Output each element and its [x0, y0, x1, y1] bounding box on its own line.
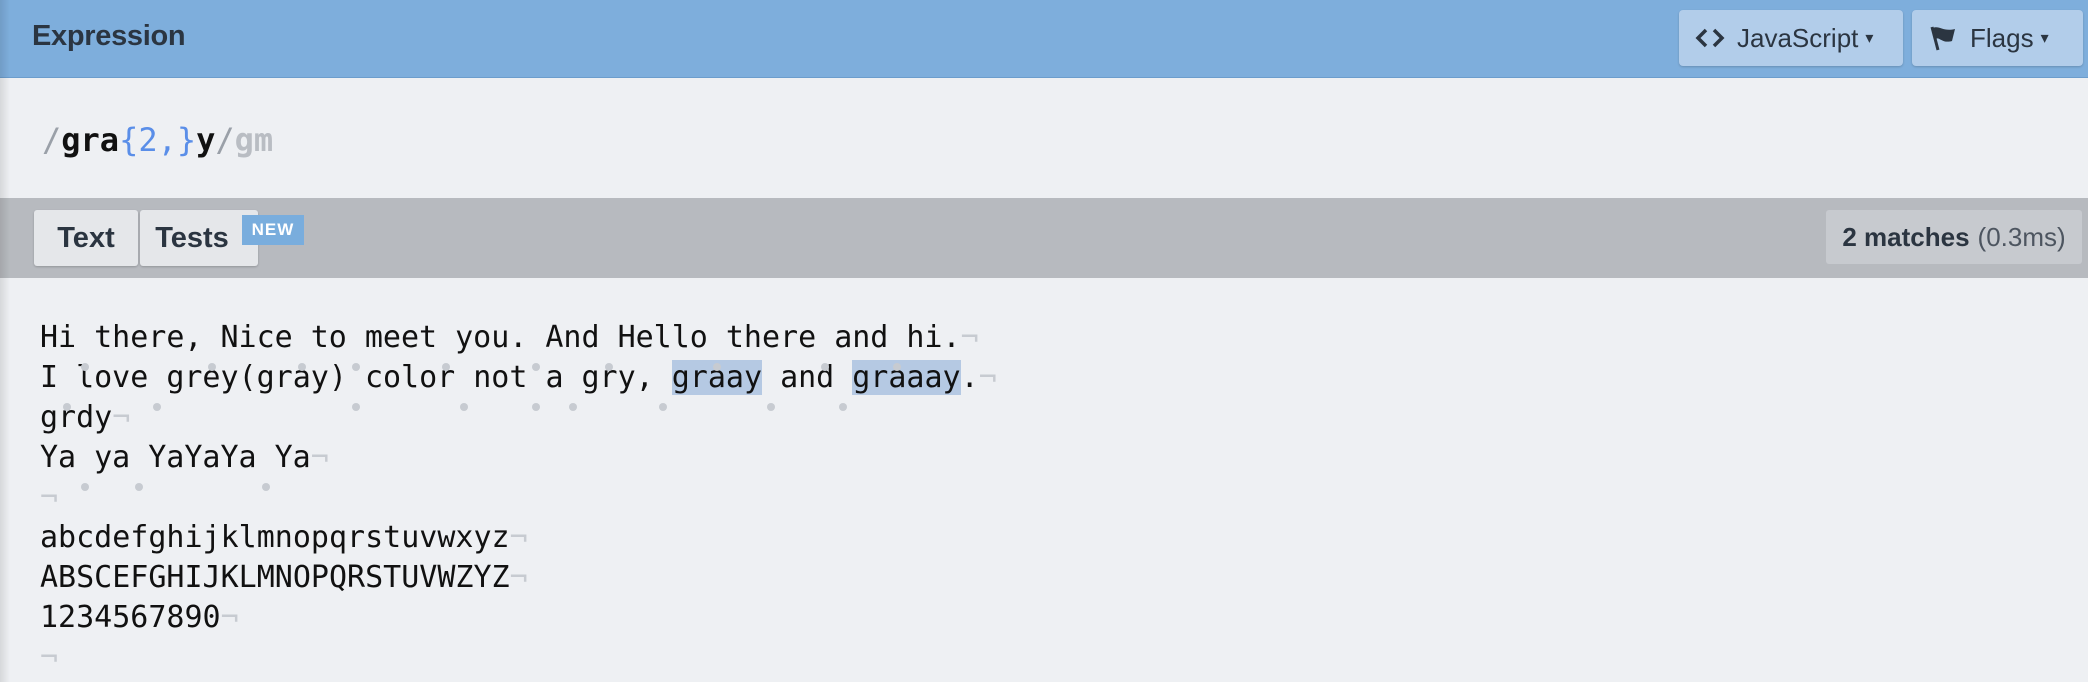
text-word: .: [960, 360, 979, 395]
text-word: Hi: [40, 320, 77, 355]
text-word: Nice: [220, 320, 293, 355]
text-word: grey(gray): [166, 360, 347, 395]
end-of-line-symbol: ¬: [40, 640, 59, 675]
match-time: (0.3ms): [1977, 221, 2066, 252]
text-word: meet: [364, 320, 438, 355]
new-badge: NEW: [242, 215, 304, 245]
text-word: to: [310, 320, 347, 355]
text-word: Ya: [274, 440, 311, 475]
text-word: 1234567890: [40, 600, 221, 635]
close-delimiter: /: [215, 121, 235, 159]
text-word: I: [40, 360, 59, 395]
text-word: Hello: [617, 320, 708, 355]
end-of-line-symbol: ¬: [960, 320, 979, 355]
test-text-editor[interactable]: [0, 278, 2088, 682]
text-word: And: [545, 320, 600, 355]
flags-button[interactable]: [1912, 10, 2083, 66]
chevron-down-icon: ▾: [2040, 30, 2049, 47]
open-delimiter: /: [42, 121, 62, 159]
language-button[interactable]: [1679, 10, 1903, 66]
text-line: [40, 318, 997, 358]
end-of-line-symbol: ¬: [978, 360, 997, 395]
text-word: Ya: [40, 440, 77, 475]
test-text[interactable]: [40, 318, 997, 678]
end-of-line-symbol: ¬: [509, 520, 528, 555]
text-word: color: [364, 360, 456, 395]
literal-end: y: [196, 121, 216, 159]
text-word: and: [834, 320, 889, 355]
end-of-line-symbol: ¬: [509, 560, 528, 595]
expression-editor[interactable]: [0, 79, 2088, 198]
text-word: abcdefghijklmnopqrstuvwxyz: [40, 520, 510, 555]
text-word: love: [76, 360, 149, 395]
flags-label: Flags: [1970, 22, 2034, 53]
code-brackets-icon: [1695, 25, 1725, 51]
chevron-down-icon: ▾: [1865, 30, 1874, 47]
text-line: [40, 598, 997, 638]
expression-title: Expression: [32, 20, 186, 52]
text-word: hi.: [906, 320, 961, 355]
end-of-line-symbol: ¬: [220, 600, 239, 635]
text-line: [40, 478, 997, 518]
match-highlight: graaay: [852, 360, 961, 395]
text-line: [40, 398, 997, 438]
match-count: 2 matches: [1842, 221, 1970, 252]
end-of-line-symbol: ¬: [112, 400, 131, 435]
text-word: not: [473, 360, 528, 395]
text-tab-bar: [0, 198, 2088, 278]
quantifier: {2,}: [119, 121, 197, 159]
text-line: [40, 518, 997, 558]
flag-icon: [1928, 25, 1958, 51]
text-word: a: [545, 360, 564, 395]
text-line: [40, 358, 997, 398]
match-count-badge: [1826, 210, 2082, 264]
text-word: gry,: [581, 360, 654, 395]
regex-flags[interactable]: gm: [234, 121, 274, 159]
text-line: [40, 638, 997, 678]
text-line: [40, 558, 997, 598]
text-word: you.: [455, 320, 528, 355]
text-word: and: [780, 360, 835, 395]
end-of-line-symbol: ¬: [40, 480, 59, 515]
match-highlight: graay: [671, 360, 763, 395]
text-word: grdy: [40, 400, 113, 435]
tab-text[interactable]: Text: [34, 210, 138, 266]
text-word: ABSCEFGHIJKLMNOPQRSTUVWZYZ: [40, 560, 510, 595]
tab-tests[interactable]: Tests: [140, 210, 258, 266]
text-line: [40, 438, 997, 478]
language-label: JavaScript: [1737, 22, 1859, 53]
text-word: there,: [94, 320, 203, 355]
end-of-line-symbol: ¬: [310, 440, 329, 475]
expression-header: [0, 0, 2088, 78]
text-word: there: [725, 320, 817, 355]
regex-expression[interactable]: [42, 121, 273, 159]
text-word: YaYaYa: [148, 440, 257, 475]
literal-start: gra: [61, 121, 120, 159]
text-word: ya: [94, 440, 131, 475]
